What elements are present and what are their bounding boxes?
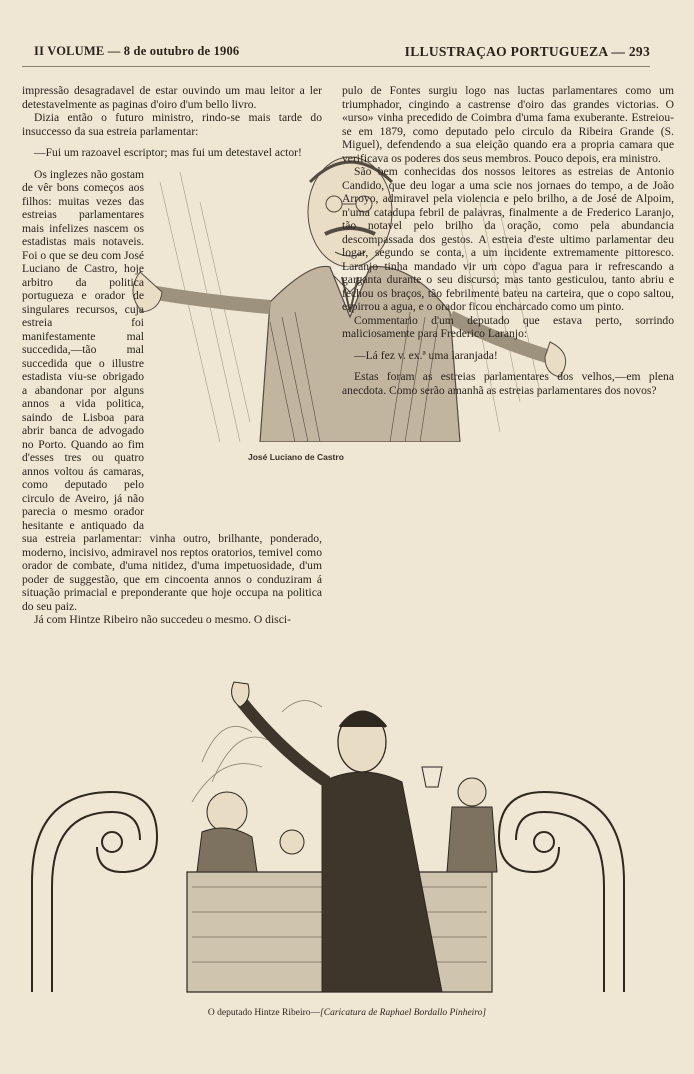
left-column — [22, 84, 322, 627]
page-header — [34, 44, 650, 64]
portrait-caption: José Luciano de Castro — [248, 452, 344, 462]
paragraph: pulo de Fontes surgiu logo nas luctas parlamentares como um triumphador, cingindo a castrense d'oiro das grandes victorias. O «urso» vinha precedido de Coimbra d'uma fama exuberante. Estreiou-se em 1879, como deputado pelo circulo da Ribeira Grande (S. Miguel), defendendo a sua eleição quando era a propria camara que verificava os poderes dos seus membros. Pouco depois, era ministro. — [342, 84, 674, 165]
quote: —Fui um razoavel escriptor; mas fui um detestavel actor! — [34, 146, 302, 159]
header-volume-date: II VOLUME — 8 de outubro de 1906 — [34, 44, 240, 58]
paragraph: impressão desagradavel de estar ouvindo um mau leitor a ler detestavelmente as paginas d'oiro d'um bello livro. — [22, 84, 322, 111]
quote: —Lá fez v. ex.ª uma laranjada! — [354, 348, 498, 362]
paragraph: Estas foram as estreias parlamentares dos velhos,—em plena anecdota. Como serão amanhã as estreias parlamentares dos novos? — [342, 370, 674, 397]
paragraph: Dizia então o futuro ministro, rindo-se mais tarde do insuccesso da sua estreia parlamentar: — [22, 111, 322, 138]
header-title-page-number: ILLUSTRAÇAO PORTUGUEZA — 293 — [404, 44, 650, 59]
paragraph: São bem conhecidas dos nossos leitores as estreias de Antonio Candido, que deu logar a uma scie nos jornaes do tempo, a de João Arroyo, admiravel pela violencia e pelo brilho, a de José de Alpoim, n'uma catadupa febril de palavras, finalmente a de Frederico Laranjo, tão notavel pelo brilho da oração, como pela abundancia descompassada dos gestos. A estreia d'este ultimo parlamentar deu logar, segundo se conta, a um incidente extremamente pittoresco. Laranjo tinha mandado vir um copo d'agua para ir refrescando a garganta durante o seu discurso; mas tanto gesticulou, tanto abriu e fechou os braços, tão febrilmente bateu na carteira, que o copo saltou, espirrou a agua, e o orador ficou encharcado como um pinto. — [342, 165, 674, 313]
cartoon-caption — [0, 1008, 694, 1018]
paragraph: Commentario d'um deputado que estava perto, sorrindo maliciosamente para Frederico Laranjo: — [342, 313, 674, 340]
cartoon-illustration — [22, 672, 634, 1002]
cartoon-caption-credit: [Caricatura de Raphael Bordallo Pinheiro] — [320, 1008, 487, 1018]
paragraph: Já com Hintze Ribeiro não succedeu o mesmo. O disci- — [34, 613, 291, 626]
header-rule — [22, 66, 650, 67]
cartoon-caption-main: O deputado Hintze Ribeiro— — [207, 1008, 321, 1018]
portrait-wrap-space — [144, 168, 322, 520]
right-column — [342, 84, 674, 397]
paragraph: Os inglezes não gostam de vêr bons começos aos filhos: muitas vezes das estreias parlamentares mais infelizes nascem os estadistas mais notaveis. Foi o que se deu com José Luciano de Castro, hoje arbitro da politica portugueza e orador de singulares recursos, cuja estreia foi manifestamente mal succedida,—tão mal succedida que o illustre estadista viu-se obrigado a abandonar por alguns annos a vida politica, saindo de Lisboa para abrir banca de advogado no Porto. Quando ao fim d'esses tres ou quatro annos voltou ás camaras, como deputado pelo circulo de Aveiro, já não parecia o mesmo orador hesitante e antiquado da sua estreia parlamentar: vinha outro, brilhante, ponderado, moderno, incisivo, admiravel nos reptos oratorios, temivel como orador de combate, d'uma nitidez, d'uma impetuosidade, d'um poder de suggestão, que em cincoenta annos o conduziram á situação primacial e preponderante que hoje occupa na politica do seu paiz. — [22, 167, 322, 613]
